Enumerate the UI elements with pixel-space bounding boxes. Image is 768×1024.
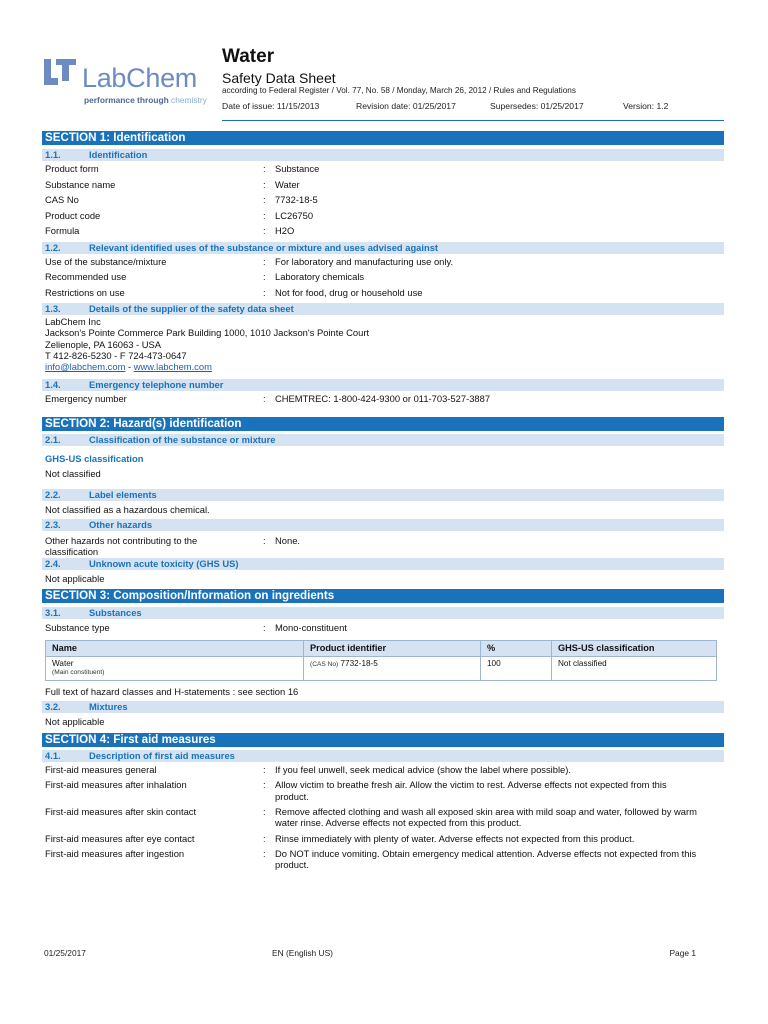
column-header: Name [46,640,304,656]
ghs-classification-label: GHS-US classification [45,452,144,464]
field-value: For laboratory and manufacturing use only. [275,255,454,267]
field-row [42,254,724,270]
supplier-company: LabChem Inc [45,316,101,327]
subsection-number: 3.2. [45,700,61,712]
field-value: Water [275,178,300,190]
brand-tagline [84,95,207,105]
brand-name: LabChem [82,63,197,93]
field-row [42,269,724,285]
contact-separator: - [125,361,134,373]
label-elements-text: Not classified as a hazardous chemical. [45,503,210,515]
labchem-logo [42,58,222,108]
field-value: Laboratory chemicals [275,271,365,282]
column-header: GHS-US classification [552,640,717,656]
field-value: Allow victim to breathe fresh air. Allow the victim to rest. Adverse effects not expected from this product. [275,779,667,802]
subsection-number: 2.3. [45,518,61,530]
mixtures-text: Not applicable [45,715,105,727]
subsection-2-3-header [42,519,724,531]
labchem-logo-icon [42,59,78,87]
composition-table [45,640,717,681]
colon: : [263,534,266,546]
subsection-number: 2.4. [45,557,61,569]
document-title: Water [222,46,275,67]
colon: : [263,779,266,791]
subsection-3-2-header [42,701,724,713]
field-row [42,831,724,847]
subsection-number: 1.4. [45,379,61,391]
subsection-title: Classification of the substance or mixture [89,433,276,445]
colon: : [263,271,266,282]
field-value: None. [275,534,301,546]
cell-percent: 100 [481,656,552,680]
supersedes: Supersedes: 01/25/2017 [490,101,584,111]
subsection-4-1-header [42,750,724,762]
subsection-number: 1.1. [45,149,61,160]
field-row [42,177,724,193]
supplier-phone: T 412-826-5230 - F 724-473-0647 [45,349,187,361]
subsection-title: Identification [89,149,148,160]
identifier-prefix: (CAS No) [310,660,339,668]
page-footer [44,948,696,962]
table-header-row [46,640,717,656]
field-label: Emergency number [45,393,127,405]
ingredient-name: Water [52,658,74,668]
field-value: 7732-18-5 [275,194,318,205]
colon: : [263,393,266,405]
supplier-website-link[interactable]: www.labchem.com [133,361,212,373]
column-header: % [481,640,552,656]
field-row [42,762,724,778]
field-label: CAS No [45,194,79,205]
cell-identifier [304,656,481,680]
subsection-number: 3.1. [45,606,61,618]
subsection-1-2-header [42,242,724,254]
footer-language: EN (English US) [272,948,333,958]
field-row [42,161,724,177]
subsection-title: Unknown acute toxicity (GHS US) [89,557,239,569]
field-row [42,777,724,804]
field-value: If you feel unwell, seek medical advice (show the label where possible). [275,763,571,775]
colon: : [263,621,266,633]
identifier-value: 7732-18-5 [340,658,378,668]
field-label: Restrictions on use [45,286,125,298]
table-row [46,656,717,680]
ghs-classification-value: Not classified [45,467,101,479]
tagline-main: performance through [84,95,172,105]
field-value: Do NOT induce vomiting. Obtain emergency medical attention. Adverse effects not expected from this product. [275,848,697,871]
section-4-header: SECTION 4: First aid measures [42,733,724,747]
colon: : [263,848,266,860]
field-row [42,804,724,831]
field-value: H2O [275,225,295,236]
colon: : [263,763,266,775]
field-label: Other hazards not contributing to the classification [45,534,198,558]
date-of-issue: Date of issue: 11/15/2013 [222,101,320,111]
field-value: LC26750 [275,209,314,221]
column-header: Product identifier [304,640,481,656]
subsection-number: 2.2. [45,488,61,500]
field-label: First-aid measures after inhalation [45,779,187,791]
hazard-footnote: Full text of hazard classes and H-statements : see section 16 [45,685,299,697]
subsection-number: 4.1. [45,749,61,761]
revision-date: Revision date: 01/25/2017 [356,101,456,111]
subsection-2-1-header [42,434,724,446]
subsection-1-1-header [42,149,724,161]
field-row [42,285,724,301]
colon: : [263,832,266,844]
supplier-contact [42,361,724,372]
subsection-2-4-header [42,558,724,570]
section-2-header: SECTION 2: Hazard(s) identification [42,417,724,431]
colon: : [263,286,266,298]
subsection-number: 1.2. [45,241,61,253]
field-label: Substance type [45,621,110,633]
subsection-title: Emergency telephone number [89,379,224,391]
document-header [0,0,768,122]
subsection-2-2-header [42,489,724,501]
subsection-3-1-header [42,607,724,619]
field-row [42,846,724,873]
document-subtitle: Safety Data Sheet [222,70,336,86]
field-value: Mono-constituent [275,621,347,633]
field-label: Product code [45,209,101,221]
ingredient-note: (Main constituent) [52,668,105,676]
field-label: First-aid measures after ingestion [45,848,185,860]
colon: : [263,178,266,190]
subsection-title: Other hazards [89,518,153,530]
field-row [42,192,724,208]
tagline-accent: chemistry [171,95,207,105]
subsection-title: Label elements [89,488,157,500]
footer-date: 01/25/2017 [44,948,86,958]
field-row [42,208,724,224]
version: Version: 1.2 [623,101,669,111]
field-row [42,531,724,558]
page-number: Page 1 [669,948,696,958]
supplier-address-line-1: Jackson's Pointe Commerce Park Building 1000, 1010 Jackson's Pointe Court [45,327,370,339]
field-label: Recommended use [45,271,127,282]
subsection-title: Relevant identified uses of the substance or mixture and uses advised against [89,241,439,253]
subsection-1-4-header [42,379,724,391]
regulation-reference: according to Federal Register / Vol. 77, No. 58 / Monday, March 26, 2012 / Rules and Regulations [222,86,576,95]
field-label: First-aid measures after eye contact [45,832,195,844]
acute-toxicity-text: Not applicable [45,572,105,584]
field-value: CHEMTREC: 1-800-424-9300 or 011-703-527-3887 [275,393,491,405]
header-divider [222,120,724,121]
subsection-1-3-header [42,303,724,315]
field-row [42,391,724,407]
field-label: First-aid measures after skin contact [45,806,197,817]
subsection-title: Substances [89,606,142,618]
colon: : [263,163,266,174]
field-value: Substance [275,163,320,174]
field-label: Formula [45,225,80,236]
section-1-header: SECTION 1: Identification [42,131,724,145]
field-row [42,619,724,640]
field-label: Product form [45,163,99,174]
colon: : [263,806,266,817]
colon: : [263,255,266,267]
document-body [42,131,724,873]
field-value: Rinse immediately with plenty of water. Adverse effects not expected from this product. [275,832,635,844]
subsection-title: Details of the supplier of the safety data sheet [89,303,294,314]
subsection-number: 2.1. [45,433,61,445]
subsection-title: Mixtures [89,700,128,712]
field-label: First-aid measures general [45,763,157,775]
field-value: Remove affected clothing and wash all exposed skin area with mild soap and water, followed by warm water rinse. Adverse effects not expected from this product. [275,806,697,829]
supplier-email-link[interactable]: info@labchem.com [45,361,126,373]
field-label: Use of the substance/mixture [45,255,167,267]
subsection-number: 1.3. [45,303,61,314]
field-label: Substance name [45,178,116,190]
field-row [42,223,724,239]
colon: : [263,194,266,205]
supplier-address-line-2: Zelienople, PA 16063 - USA [45,338,162,350]
section-3-header: SECTION 3: Composition/Information on ingredients [42,589,724,603]
cell-name [46,656,304,680]
subsection-title: Description of first aid measures [89,749,235,761]
field-value: Not for food, drug or household use [275,286,423,298]
colon: : [263,209,266,221]
cell-ghs: Not classified [552,656,717,680]
colon: : [263,225,266,236]
